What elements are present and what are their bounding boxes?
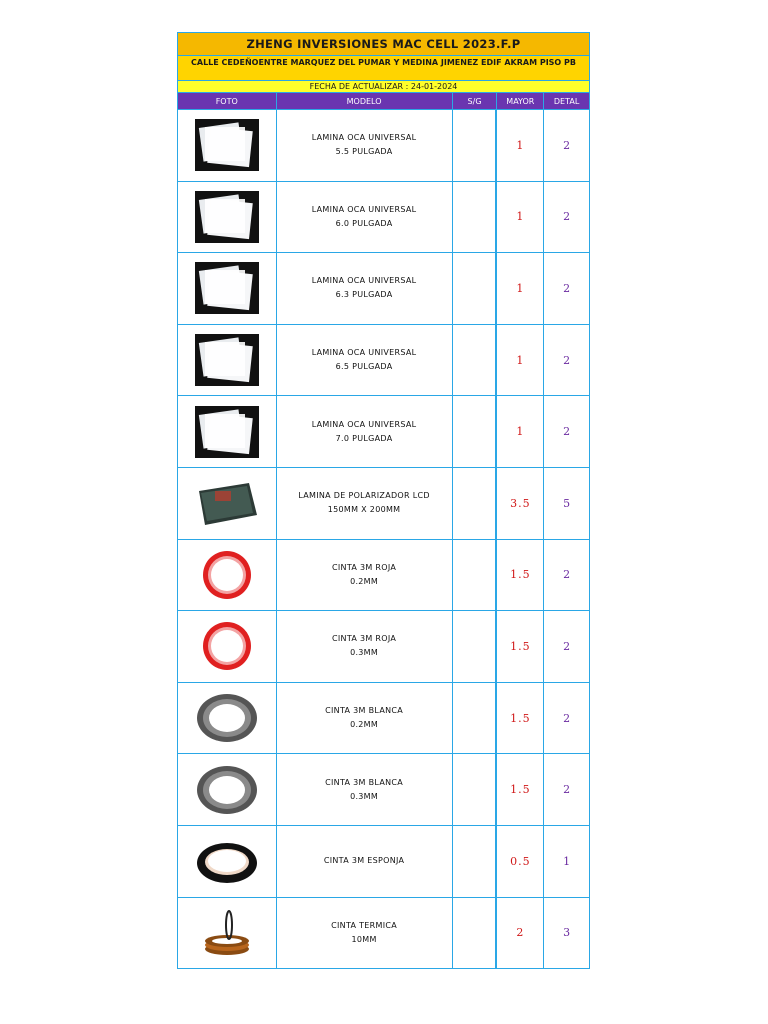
mayor-price: 1	[497, 182, 544, 253]
sg-cell	[453, 182, 498, 253]
detal-price: 1	[563, 854, 571, 868]
sg-cell	[453, 540, 498, 611]
model-spec: 0.3MM	[350, 791, 379, 801]
model-name: CINTA 3M BLANCA	[325, 706, 404, 716]
col-modelo: MODELO	[277, 93, 453, 109]
mayor-price: 0.5	[497, 826, 544, 897]
sg-cell	[453, 611, 498, 682]
mayor-price: 1.5	[497, 754, 544, 825]
table-row	[177, 182, 590, 254]
mayor-price: 1.5	[497, 611, 544, 682]
product-photo	[178, 253, 277, 324]
product-photo	[178, 325, 277, 396]
detal-price: 2	[563, 783, 571, 797]
product-model	[277, 611, 453, 682]
col-mayor: MAYOR	[497, 93, 544, 109]
polarizer-film-icon	[195, 477, 259, 529]
model-spec: 10MM	[351, 934, 377, 944]
table-row	[177, 110, 590, 182]
company-address: CALLE CEDEÑOENTRE MARQUEZ DEL PUMAR Y MEDINA JIMENEZ EDIF AKRAM PISO PB	[177, 55, 590, 80]
table-header	[177, 92, 590, 110]
sg-cell	[453, 468, 498, 539]
detal-price: 2	[563, 281, 571, 295]
model-name: LAMINA DE POLARIZADOR LCD	[298, 491, 430, 501]
sg-cell	[453, 396, 498, 467]
mayor-price: 1.5	[497, 540, 544, 611]
detal-price: 2	[563, 138, 571, 152]
product-photo	[178, 396, 277, 467]
oca-sheets-icon	[195, 406, 259, 458]
detal-price: 2	[563, 425, 571, 439]
model-name: LAMINA OCA UNIVERSAL	[311, 133, 417, 143]
mayor-price: 1	[497, 396, 544, 467]
price-list-sheet	[177, 32, 590, 969]
oca-sheets-icon	[195, 191, 259, 243]
product-rows	[177, 110, 590, 969]
oca-sheets-icon	[195, 262, 259, 314]
model-name: CINTA TERMICA	[331, 920, 398, 930]
table-row	[177, 898, 590, 970]
product-photo	[178, 683, 277, 754]
model-name: LAMINA OCA UNIVERSAL	[311, 348, 417, 358]
product-model	[277, 182, 453, 253]
product-photo	[178, 468, 277, 539]
red-tape-roll-icon	[195, 549, 259, 601]
model-spec: 6.5 PULGADA	[335, 362, 393, 372]
company-title: ZHENG INVERSIONES MAC CELL 2023.F.P	[177, 32, 590, 55]
table-row	[177, 468, 590, 540]
product-photo	[178, 754, 277, 825]
table-row	[177, 754, 590, 826]
product-photo	[178, 898, 277, 969]
table-row	[177, 826, 590, 898]
thermal-tape-rolls-icon	[195, 907, 259, 959]
model-name: LAMINA OCA UNIVERSAL	[311, 276, 417, 286]
model-spec: 150MM X 200MM	[327, 505, 401, 515]
detal-price: 2	[563, 568, 571, 582]
red-tape-roll-icon	[195, 620, 259, 672]
model-name: CINTA 3M ROJA	[331, 634, 397, 644]
clear-tape-roll-icon	[195, 692, 259, 744]
product-photo	[178, 182, 277, 253]
model-name: LAMINA OCA UNIVERSAL	[311, 419, 417, 429]
col-sg: S/G	[453, 93, 498, 109]
col-detal: DETAL	[553, 96, 580, 106]
product-model	[277, 540, 453, 611]
table-row	[177, 396, 590, 468]
sg-cell	[453, 325, 498, 396]
product-photo	[178, 611, 277, 682]
product-model	[277, 468, 453, 539]
oca-sheets-icon	[195, 119, 259, 171]
model-name: LAMINA OCA UNIVERSAL	[311, 204, 417, 214]
model-name: CINTA 3M ESPONJA	[323, 856, 405, 866]
product-photo	[178, 110, 277, 181]
model-spec: 7.0 PULGADA	[335, 433, 393, 443]
sg-cell	[453, 898, 498, 969]
product-model	[277, 110, 453, 181]
product-model	[277, 325, 453, 396]
model-spec: 0.3MM	[350, 648, 379, 658]
product-photo	[178, 826, 277, 897]
sg-cell	[453, 754, 498, 825]
mayor-price: 1.5	[497, 683, 544, 754]
detal-price: 2	[563, 353, 571, 367]
detal-price: 2	[563, 210, 571, 224]
model-spec: 5.5 PULGADA	[335, 147, 393, 157]
mayor-price: 1	[497, 253, 544, 324]
sg-cell	[453, 826, 498, 897]
table-row	[177, 540, 590, 612]
sg-cell	[453, 683, 498, 754]
mayor-price: 3.5	[497, 468, 544, 539]
foam-tape-roll-icon	[195, 835, 259, 887]
model-spec: 0.2MM	[350, 720, 379, 730]
model-spec: 0.2MM	[350, 576, 379, 586]
clear-tape-roll-icon	[195, 764, 259, 816]
model-spec: 6.0 PULGADA	[335, 218, 393, 228]
product-photo	[178, 540, 277, 611]
table-row	[177, 611, 590, 683]
detal-price: 5	[563, 496, 571, 510]
model-name: CINTA 3M BLANCA	[325, 777, 404, 787]
detal-price: 3	[563, 926, 571, 940]
oca-sheets-icon	[195, 334, 259, 386]
detal-price: 2	[563, 639, 571, 653]
model-name: CINTA 3M ROJA	[331, 562, 397, 572]
product-model	[277, 898, 453, 969]
col-foto: FOTO	[178, 93, 277, 109]
table-row	[177, 325, 590, 397]
model-spec: 6.3 PULGADA	[335, 290, 393, 300]
sg-cell	[453, 253, 498, 324]
product-model	[277, 253, 453, 324]
mayor-price: 2	[497, 898, 544, 969]
mayor-price: 1	[497, 110, 544, 181]
sg-cell	[453, 110, 498, 181]
product-model	[277, 396, 453, 467]
product-model	[277, 754, 453, 825]
table-row	[177, 253, 590, 325]
table-row	[177, 683, 590, 755]
mayor-price: 1	[497, 325, 544, 396]
product-model	[277, 826, 453, 897]
detal-price: 2	[563, 711, 571, 725]
product-model	[277, 683, 453, 754]
update-date: FECHA DE ACTUALIZAR : 24-01-2024	[177, 80, 590, 92]
